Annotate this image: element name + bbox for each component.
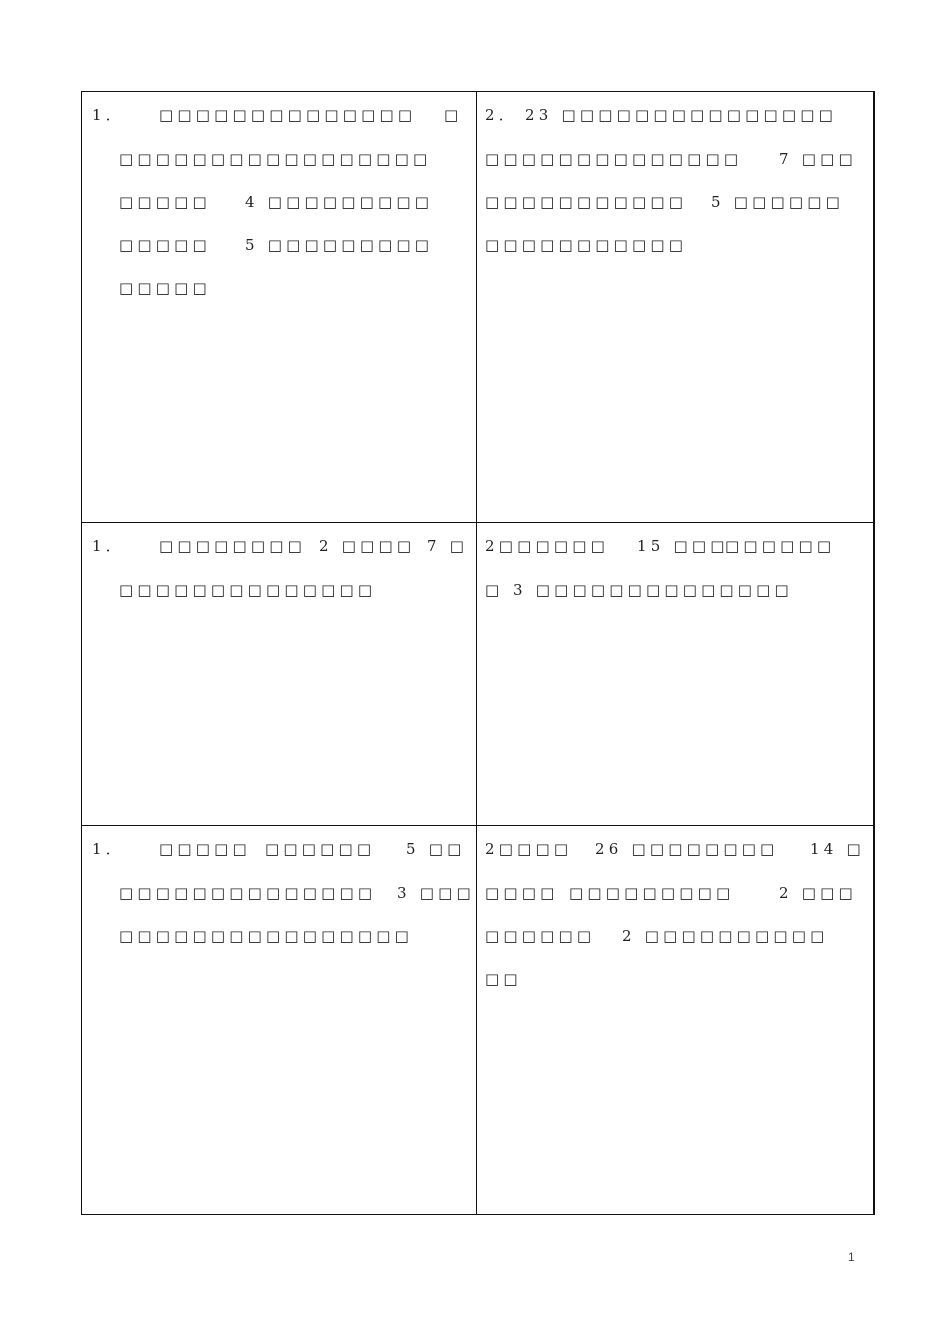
text-line: 2 □□□□ xyxy=(319,537,416,555)
text-line: □□ xyxy=(485,970,522,988)
text-line: □□□□□□□□□□□□□□ xyxy=(485,150,743,168)
text-line: 14 □ xyxy=(810,840,865,858)
text-line: 15 □□□ xyxy=(637,537,729,555)
page-number: 1 xyxy=(848,1250,855,1264)
text-line: 7 □□□ xyxy=(779,150,857,168)
text-line: □□□□□□□□□□□ xyxy=(485,193,688,211)
worksheet-table xyxy=(81,91,875,1215)
text-line: 1． xyxy=(92,106,125,124)
text-line: 5 □□□□□□ xyxy=(711,193,844,211)
problem-cell-r3-right xyxy=(477,826,875,1215)
text-line: 2 □□□ xyxy=(779,884,857,902)
text-line: □□□□□ xyxy=(159,840,251,858)
text-line: 7 □ xyxy=(427,537,469,555)
text-line: 5 □□□□□□□□□ xyxy=(245,236,434,254)
text-line: 2 □□□□□□□□□□ xyxy=(622,927,829,945)
text-line: □□□□□□□□ xyxy=(159,537,306,555)
problem-cell-r1-left xyxy=(82,92,477,523)
text-line: 1． xyxy=(92,840,125,858)
text-line: □ xyxy=(444,106,463,124)
text-line: □□□□□□□□□□□□□□ xyxy=(159,106,417,124)
text-line: □□□□□□□□□□□□□□ xyxy=(119,581,377,599)
text-line: □□□□□□□□□□□ xyxy=(485,236,688,254)
text-line: □□□□□ xyxy=(119,279,211,297)
problem-cell-r3-left xyxy=(82,826,477,1215)
text-line: 26 □□□□□□□□ xyxy=(595,840,779,858)
text-line: 2□□□□□□ xyxy=(485,537,609,555)
text-line: 3 □□□ xyxy=(397,884,475,902)
text-line: □□□□□□ xyxy=(265,840,376,858)
text-line: □□□□□ xyxy=(119,236,211,254)
text-line: 3 □□□□□□□□□□□□□□ xyxy=(513,581,793,599)
text-line: □□□□ xyxy=(485,884,559,902)
text-line: □□□□□□ xyxy=(725,537,836,555)
text-line: □□□□□□ xyxy=(485,927,596,945)
text-line: 1． xyxy=(92,537,125,555)
text-line: □□□□□□□□□ xyxy=(569,884,735,902)
text-line: □ xyxy=(485,581,504,599)
text-line: 2□□□□ xyxy=(485,840,573,858)
text-line: 4 □□□□□□□□□ xyxy=(245,193,434,211)
problem-cell-r2-right xyxy=(477,523,875,826)
text-line: 2． xyxy=(485,106,518,124)
text-line: □□□□□□□□□□□□□□□□□ xyxy=(119,150,432,168)
problem-cell-r2-left xyxy=(82,523,477,826)
text-line: □□□□□ xyxy=(119,193,211,211)
text-line: □□□□□□□□□□□□□□ xyxy=(119,884,377,902)
text-line: 23 □□□□□□□□□□□□□□□ xyxy=(525,106,838,124)
text-line: □□□□□□□□□□□□□□□□ xyxy=(119,927,413,945)
problem-cell-r1-right xyxy=(477,92,875,523)
text-line: 5 □□ xyxy=(406,840,466,858)
